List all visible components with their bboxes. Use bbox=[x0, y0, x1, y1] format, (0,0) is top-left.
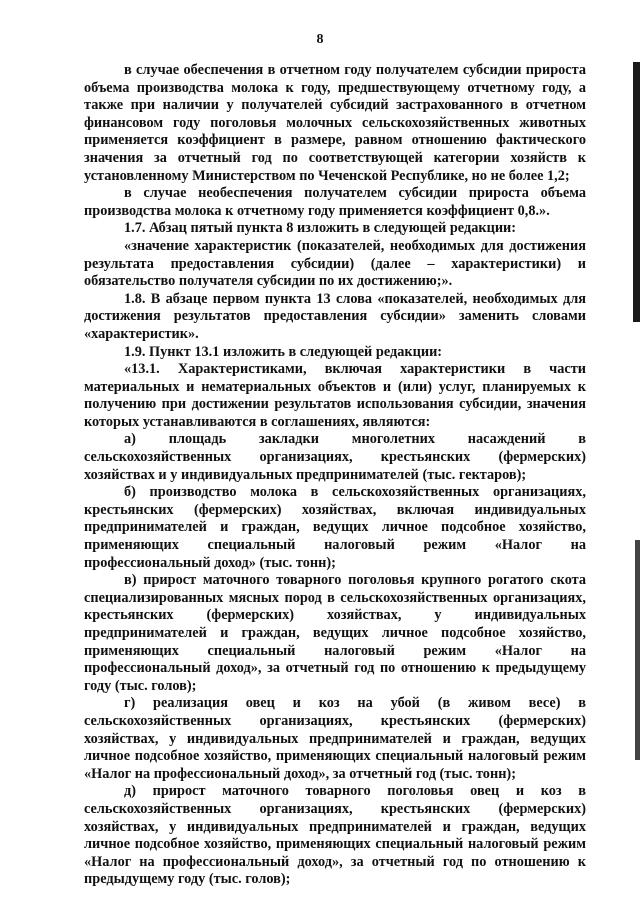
page-number: 8 bbox=[316, 32, 324, 47]
paragraph-1-8: 1.8. В абзаце первом пункта 13 слова «показателей, необходимых для достижения результатов предоставления субсидии» заменить словами «характеристик». bbox=[84, 290, 586, 342]
scan-edge-mark bbox=[633, 62, 640, 322]
paragraph-coefficient-decrease: в случае необеспечения получателем субсидии прироста объема производства молока к отчетному году применяется коэффициент 0,8.». bbox=[84, 185, 586, 219]
paragraph-1-7-text: «значение характеристик (показателей, необходимых для достижения результата предоставления субсидии) (далее – характеристики) и обязательство получателя субсидии по их достижению;». bbox=[84, 237, 586, 290]
paragraph-1-9: 1.9. Пункт 13.1 изложить в следующей редакции: bbox=[124, 343, 443, 360]
list-item-a: а) площадь закладки многолетних насаждений в сельскохозяйственных организациях, крестьянских (фермерских) хозяйствах и у индивидуальных предпринимателей (тыс. гектаров); bbox=[84, 431, 586, 483]
list-item-v: в) прирост маточного товарного поголовья крупного рогатого скота специализированных мясных пород в сельскохозяйственных организациях, крестьянских (фермерских) хозяйствах, у индивидуальных предпринимателей и граждан, ведущих личное подсобное хозяйство, применяющих специальный налоговый режим «Налог на профессиональный доход», за отчетный год по отношению к предыдущему году (тыс. голов); bbox=[84, 572, 586, 694]
paragraph-13-1: «13.1. Характеристиками, включая характеристики в части материальных и нематериальных объектов и (или) услуг, планируемых к получению при достижении результатов использования субсидии, значения которых устанавливаются в соглашениях, являются: bbox=[84, 361, 586, 430]
list-item-b: б) производство молока в сельскохозяйственных организациях, крестьянских (фермерских) хозяйствах, включая индивидуальных предпринимателей и граждан, ведущих личное подсобное хозяйство, применяющих специальный налоговый режим «Налог на профессиональный доход» (тыс. тонн); bbox=[84, 484, 586, 571]
list-item-g: г) реализация овец и коз на убой (в живом весе) в сельскохозяйственных организациях, крестьянских (фермерских) хозяйствах, у индивидуальных предпринимателей и граждан, ведущих личное подсобное хозяйство, применяющих специальный налоговый режим «Налог на профессиональный доход», за отчетный год (тыс. тонн); bbox=[84, 695, 586, 782]
document-body bbox=[84, 62, 586, 889]
list-item-d: д) прирост маточного товарного поголовья овец и коз в сельскохозяйственных организациях, крестьянских (фермерских) хозяйствах, у индивидуальных предпринимателей и граждан, ведущих личное подсобное хозяйство, применяющих специальный налоговый режим «Налог на профессиональный доход», за отчетный год по отношению к предыдущему году (тыс. голов); bbox=[84, 783, 586, 888]
scan-edge-mark-lower bbox=[635, 540, 640, 760]
paragraph-coefficient-increase: в случае обеспечения в отчетном году получателем субсидии прироста объема производства молока к году, предшествующему отчетному году, а также при наличии у получателей субсидий застрахованного в отчетном финансовом году поголовья молочных сельскохозяйственных животных применяется коэффициент в размере, равном отношению фактического значения за отчетный год по соответствующей категории хозяйств к установленному Министерством по Чеченской Республике, но не более 1,2; bbox=[84, 62, 586, 184]
paragraph-1-7: 1.7. Абзац пятый пункта 8 изложить в следующей редакции: bbox=[124, 220, 517, 237]
